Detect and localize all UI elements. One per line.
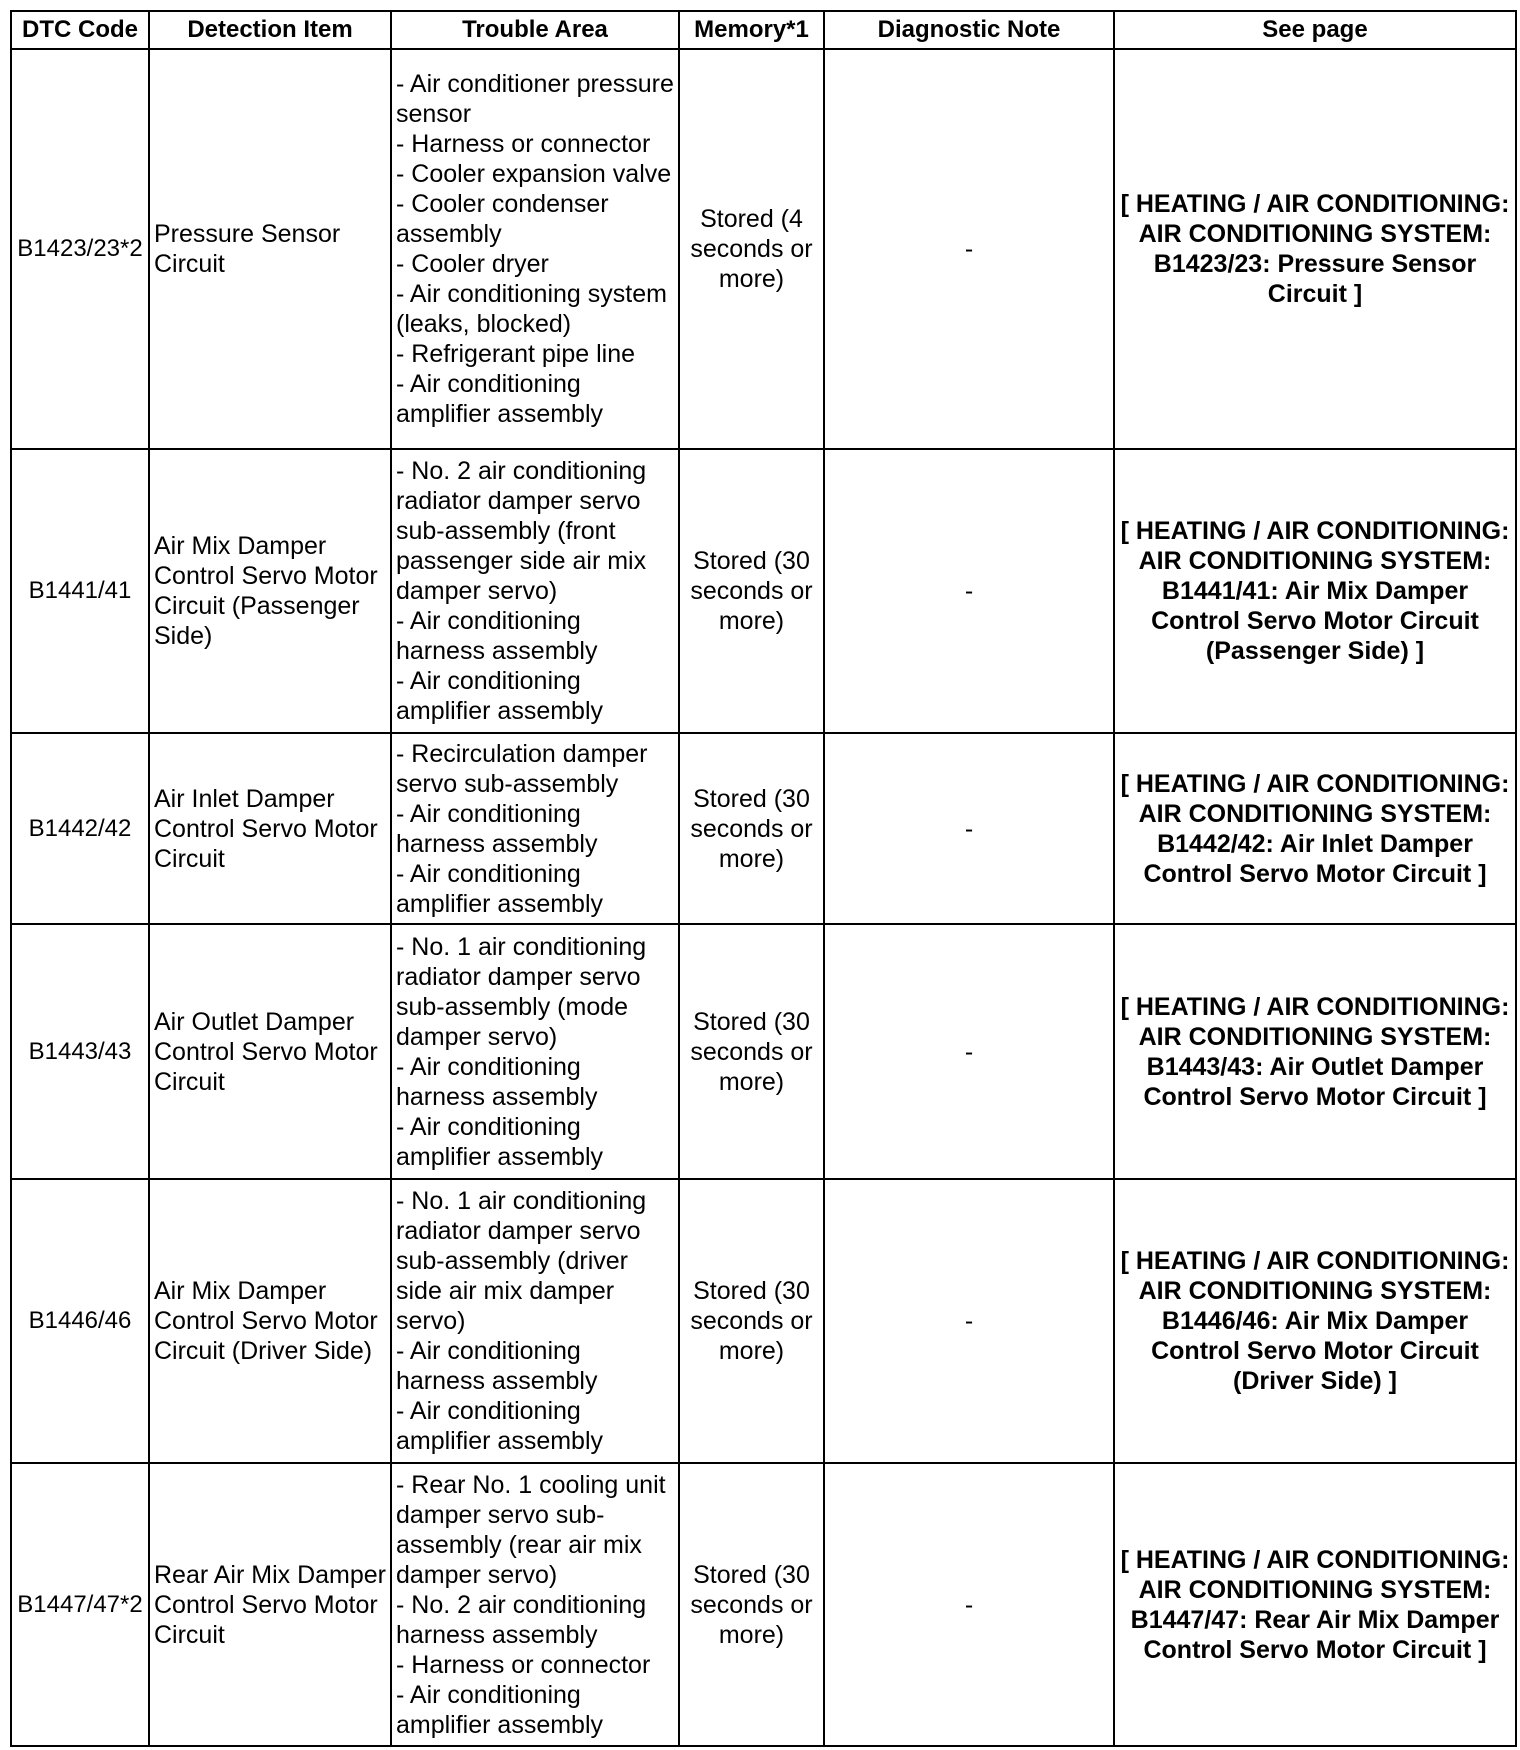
memory-cell: Stored (4 seconds or more) [679, 49, 824, 449]
trouble-area-line: - Air conditioning harness assembly [396, 1337, 598, 1395]
trouble-area-line: - Air conditioner pressure sensor [396, 70, 674, 128]
dtc-table [10, 10, 1517, 1747]
trouble-area-line: - Recirculation damper servo sub-assembly [396, 739, 648, 798]
memory-cell: Stored (30 seconds or more) [679, 1463, 824, 1746]
detection-item-cell: Pressure Sensor Circuit [149, 49, 391, 449]
trouble-area-line: - Cooler expansion valve [396, 160, 672, 188]
trouble-area-cell [391, 733, 679, 924]
trouble-area-line: - Air conditioning amplifier assembly [396, 1112, 604, 1171]
header-memory: Memory*1 [679, 11, 824, 49]
dtc-code-cell: B1423/23*2 [11, 49, 149, 449]
memory-cell: Stored (30 seconds or more) [679, 1179, 824, 1463]
trouble-area-line: - Air conditioning harness assembly [396, 799, 598, 858]
trouble-area-line: - Harness or connector [396, 130, 651, 158]
dtc-code-cell: B1443/43 [11, 924, 149, 1179]
dtc-code-cell: B1447/47*2 [11, 1463, 149, 1746]
diagnostic-note-cell: - [824, 733, 1114, 924]
trouble-area-line: - No. 2 air conditioning harness assembly [396, 1590, 647, 1649]
table-row [11, 733, 1516, 924]
see-page-reference: [ HEATING / AIR CONDITIONING: AIR CONDITIONING SYSTEM: B1447/47: Rear Air Mix Damper Control Servo Motor Circuit ] [1114, 1463, 1516, 1746]
memory-cell: Stored (30 seconds or more) [679, 924, 824, 1179]
detection-item-cell: Air Mix Damper Control Servo Motor Circuit (Passenger Side) [149, 449, 391, 733]
trouble-area-line: - Refrigerant pipe line [396, 340, 636, 368]
dtc-code-cell: B1442/42 [11, 733, 149, 924]
trouble-area-cell [391, 1463, 679, 1746]
trouble-area-line: - Air conditioning amplifier assembly [396, 1680, 604, 1739]
memory-cell: Stored (30 seconds or more) [679, 449, 824, 733]
header-see-page: See page [1114, 11, 1516, 49]
trouble-area-line: - Air conditioning amplifier assembly [396, 1397, 604, 1455]
trouble-area-line: - Harness or connector [396, 1650, 651, 1679]
header-diagnostic-note: Diagnostic Note [824, 11, 1114, 49]
memory-cell: Stored (30 seconds or more) [679, 733, 824, 924]
trouble-area-line: - No. 1 air conditioning radiator damper servo sub-assembly (driver side air mix damper servo) [396, 1187, 647, 1335]
diagnostic-note-cell: - [824, 1179, 1114, 1463]
trouble-area-line: - Air conditioning harness assembly [396, 607, 598, 665]
trouble-area-cell [391, 924, 679, 1179]
diagnostic-note-cell: - [824, 1463, 1114, 1746]
header-trouble-area: Trouble Area [391, 11, 679, 49]
header-dtc-code: DTC Code [11, 11, 149, 49]
trouble-area-cell [391, 449, 679, 733]
table-row [11, 49, 1516, 449]
diagnostic-note-cell: - [824, 924, 1114, 1179]
trouble-area-line: - Air conditioning amplifier assembly [396, 667, 604, 725]
header-row [11, 11, 1516, 49]
diagnostic-note-cell: - [824, 49, 1114, 449]
trouble-area-line: - No. 2 air conditioning radiator damper servo sub-assembly (front passenger side air mix damper servo) [396, 457, 647, 605]
trouble-area-line: - Cooler dryer [396, 250, 549, 278]
table-row [11, 1463, 1516, 1746]
trouble-area-line: - No. 1 air conditioning radiator damper servo sub-assembly (mode damper servo) [396, 932, 647, 1051]
dtc-code-cell: B1446/46 [11, 1179, 149, 1463]
see-page-reference: [ HEATING / AIR CONDITIONING: AIR CONDITIONING SYSTEM: B1423/23: Pressure Sensor Circuit ] [1114, 49, 1516, 449]
trouble-area-line: - Air conditioning harness assembly [396, 1052, 598, 1111]
see-page-reference: [ HEATING / AIR CONDITIONING: AIR CONDITIONING SYSTEM: B1442/42: Air Inlet Damper Control Servo Motor Circuit ] [1114, 733, 1516, 924]
table-body [11, 49, 1516, 1746]
table-row [11, 449, 1516, 733]
see-page-reference: [ HEATING / AIR CONDITIONING: AIR CONDITIONING SYSTEM: B1441/41: Air Mix Damper Control Servo Motor Circuit (Passenger Side) ] [1114, 449, 1516, 733]
dtc-code-cell: B1441/41 [11, 449, 149, 733]
see-page-reference: [ HEATING / AIR CONDITIONING: AIR CONDITIONING SYSTEM: B1443/43: Air Outlet Damper Control Servo Motor Circuit ] [1114, 924, 1516, 1179]
trouble-area-line: - Air conditioning system (leaks, blocked) [396, 280, 667, 338]
detection-item-cell: Air Outlet Damper Control Servo Motor Circuit [149, 924, 391, 1179]
header-detection-item: Detection Item [149, 11, 391, 49]
detection-item-cell: Air Inlet Damper Control Servo Motor Circuit [149, 733, 391, 924]
see-page-reference: [ HEATING / AIR CONDITIONING: AIR CONDITIONING SYSTEM: B1446/46: Air Mix Damper Control Servo Motor Circuit (Driver Side) ] [1114, 1179, 1516, 1463]
trouble-area-line: - Air conditioning amplifier assembly [396, 370, 604, 428]
trouble-area-cell [391, 49, 679, 449]
table-row [11, 924, 1516, 1179]
table-row [11, 1179, 1516, 1463]
detection-item-cell: Air Mix Damper Control Servo Motor Circuit (Driver Side) [149, 1179, 391, 1463]
detection-item-cell: Rear Air Mix Damper Control Servo Motor Circuit [149, 1463, 391, 1746]
trouble-area-line: - Air conditioning amplifier assembly [396, 859, 604, 918]
trouble-area-cell [391, 1179, 679, 1463]
trouble-area-line: - Cooler condenser assembly [396, 190, 609, 248]
trouble-area-line: - Rear No. 1 cooling unit damper servo sub-assembly (rear air mix damper servo) [396, 1470, 666, 1589]
diagnostic-note-cell: - [824, 449, 1114, 733]
